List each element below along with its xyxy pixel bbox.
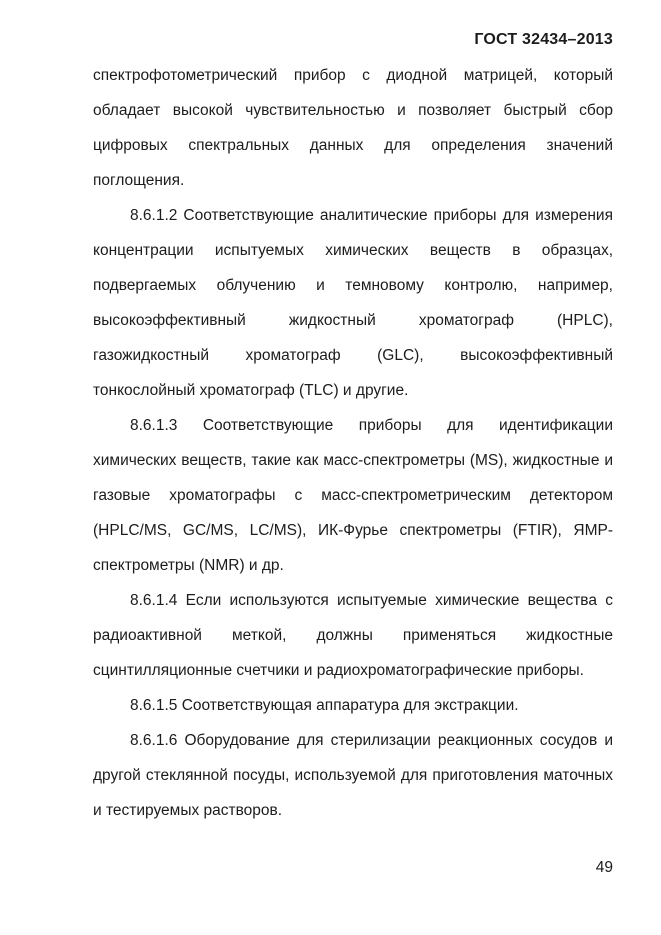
paragraph: спектрофотометрический прибор с диодной матрицей, который обладает высокой чувствительностью и позволяет быстрый сбор цифровых спектральных данных для определения значений поглощения. [93, 67, 613, 189]
paragraph: 8.6.1.5 Соответствующая аппаратура для экстракции. [130, 697, 519, 714]
document-body [93, 58, 613, 828]
paragraph: 8.6.1.2 Соответствующие аналитические приборы для измерения концентрации испытуемых химических веществ в образцах, подвергаемых облучению и темновому контролю, например, высокоэффективный жидкостный хроматограф (HPLC), газожидкостный хроматограф (GLC), высокоэффективный тонкослойный хроматограф (TLC) и другие. [93, 207, 613, 399]
page-number: 49 [595, 859, 613, 876]
document-header: ГОСТ 32434–2013 [474, 31, 613, 48]
paragraph: 8.6.1.4 Если используются испытуемые химические вещества с радиоактивной меткой, должны применяться жидкостные сцинтилляционные счетчики и радиохроматографические приборы. [93, 592, 613, 679]
paragraph: 8.6.1.6 Оборудование для стерилизации реакционных сосудов и другой стеклянной посуды, используемой для приготовления маточных и тестируемых растворов. [93, 732, 613, 819]
paragraph: 8.6.1.3 Соответствующие приборы для идентификации химических веществ, такие как масс-спектрометры (MS), жидкостные и газовые хроматографы с масс-спектрометрическим детектором (HPLC/MS, GC/MS, LC/MS), ИК-Фурье спектрометры (FTIR), ЯМР-спектрометры (NMR) и др. [93, 417, 613, 574]
